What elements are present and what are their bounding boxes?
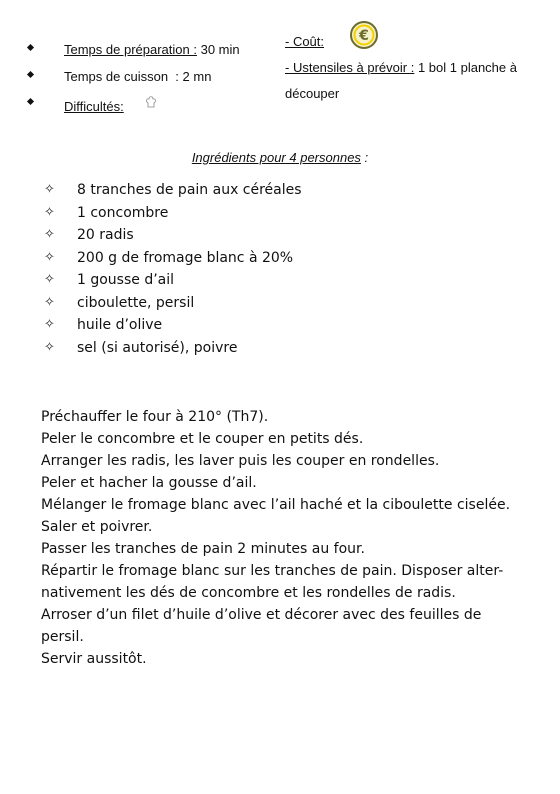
prep-time-value: 30 min: [200, 42, 240, 57]
tools-row: [285, 60, 555, 76]
tools-value: 1 bol 1 planche à: [417, 60, 517, 75]
four-point-star-icon: ✧: [44, 182, 55, 197]
cost-label: - Coût:: [285, 34, 325, 49]
difficulty-label: Difficultés:: [64, 99, 124, 114]
preparation-steps: [41, 406, 546, 670]
ingredient-text: 1 concombre: [77, 204, 169, 221]
diamond-bullet-icon: [27, 44, 34, 51]
step-line: Arroser d’un filet d’huile d’olive et décorer avec des feuilles de: [41, 607, 482, 623]
tools-label: - Ustensiles à prévoir :: [285, 60, 415, 75]
diamond-bullet-icon: [27, 71, 34, 78]
ingredients-title: Ingrédients pour 4 personnes: [191, 150, 361, 165]
recipe-info-right: [285, 28, 555, 102]
step-line: nativement les dés de concombre et les rondelles de radis.: [41, 585, 456, 601]
prep-time-label: Temps de préparation :: [64, 42, 197, 57]
ingredient-item: [44, 247, 302, 270]
four-point-star-icon: ✧: [44, 317, 55, 332]
ingredient-text: 8 tranches de pain aux céréales: [77, 182, 302, 198]
ingredient-text: 20 radis: [77, 227, 134, 243]
prep-time: [64, 42, 240, 58]
step-line: Mélanger le fromage blanc avec l’ail haché et la ciboulette ciselée.: [41, 497, 511, 513]
step-line: persil.: [41, 629, 84, 645]
tools-value-cont: découper: [285, 86, 340, 101]
cook-time-label: Temps de cuisson: [64, 69, 169, 84]
four-point-star-icon: ✧: [44, 204, 55, 220]
four-point-star-icon: ✧: [44, 227, 55, 242]
step-line: Peler le concombre et le couper en petits dés.: [41, 431, 364, 447]
recipe-info-left: [28, 42, 278, 123]
diamond-bullet-icon: [27, 98, 34, 105]
step-line: Servir aussitôt.: [41, 651, 147, 667]
step-line: Peler et hacher la gousse d’ail.: [41, 475, 257, 491]
cook-time-value: : 2 mn: [175, 69, 212, 84]
difficulty-row: [28, 96, 278, 123]
ingredient-item: [44, 179, 302, 202]
four-point-star-icon: ✧: [44, 294, 55, 310]
ingredient-item: [44, 224, 302, 247]
cost-row: [285, 28, 555, 60]
ingredients-heading: [0, 150, 560, 165]
ingredient-text: huile d’olive: [77, 317, 163, 333]
cook-time-row: [28, 69, 278, 96]
prep-time-row: [28, 42, 278, 69]
euro-icon: [349, 20, 379, 50]
ingredient-item: [44, 337, 302, 360]
step-line: Arranger les radis, les laver puis les couper en rondelles.: [41, 453, 440, 469]
ingredient-text: 200 g de fromage blanc à 20%: [77, 249, 294, 266]
ingredients-title-suffix: :: [360, 150, 369, 165]
step-line: Saler et poivrer.: [41, 519, 153, 535]
ingredient-item: [44, 292, 302, 315]
chef-hat-icon: [146, 96, 156, 112]
step-line: Passer les tranches de pain 2 minutes au four.: [41, 541, 365, 557]
cook-time: [64, 69, 211, 85]
ingredient-text: ciboulette, persil: [77, 294, 195, 311]
four-point-star-icon: ✧: [44, 249, 55, 265]
ingredients-list: [44, 179, 302, 359]
step-line: Répartir le fromage blanc sur les tranches de pain. Disposer alter-: [41, 563, 504, 579]
ingredient-item: [44, 314, 302, 337]
ingredient-item: [44, 269, 302, 292]
step-line: Préchauffer le four à 210° (Th7).: [41, 409, 269, 425]
four-point-star-icon: ✧: [44, 339, 55, 355]
svg-text:€: €: [359, 28, 369, 44]
ingredient-text: sel (si autorisé), poivre: [77, 339, 238, 356]
four-point-star-icon: ✧: [44, 272, 55, 287]
ingredient-item: [44, 202, 302, 225]
difficulty: [64, 96, 156, 115]
ingredient-text: 1 gousse d’ail: [77, 272, 175, 288]
